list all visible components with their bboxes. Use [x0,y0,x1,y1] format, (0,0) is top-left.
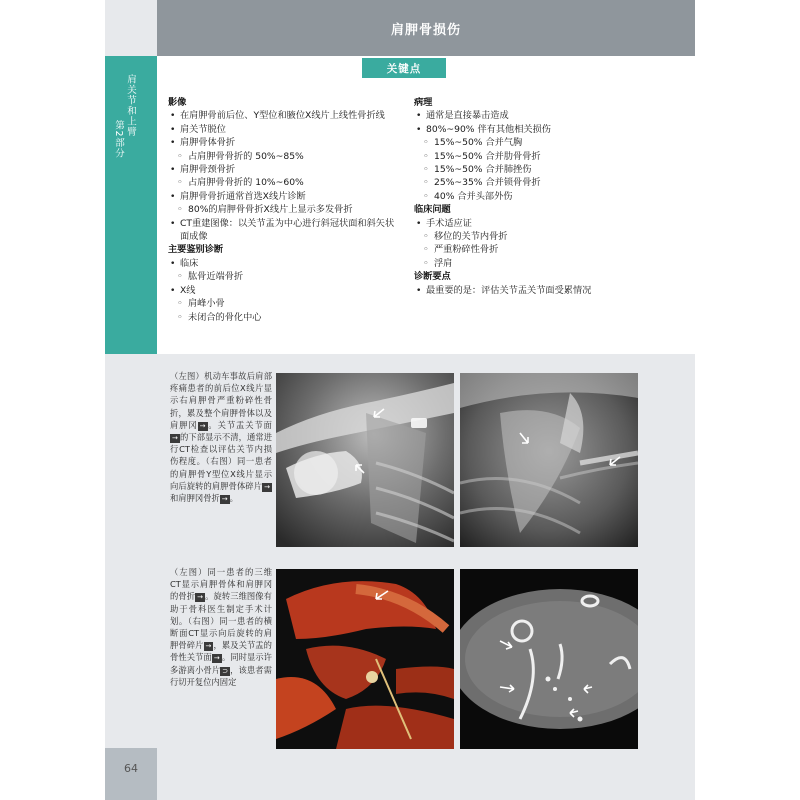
sub-bullet-item: ◦ 严重粉碎性骨折 [414,243,644,256]
sub-bullet-item: ◦ 80%的肩胛骨骨折X线片上显示多发骨折 [168,203,396,216]
sub-bullet-item: ◦ 25%~35% 合并锁骨骨折 [414,176,644,189]
sub-bullet-item: ◦ 15%~50% 合并肋骨骨折 [414,150,644,163]
caption-text: 和肩胛冈骨折 [170,493,220,504]
section-heading: 主要鉴别诊断 [168,244,224,256]
bullet-item: • 肩关节脱位 [168,123,396,136]
sub-bullet-item: ◦ 占肩胛骨骨折的 10%~60% [168,176,396,189]
arrow-marker-icon: → [264,482,270,491]
sub-bullet-item: ◦ 占肩胛骨骨折的 50%~85% [168,150,396,163]
arrow-marker-icon: → [197,593,203,602]
section-heading: 诊断要点 [414,271,451,283]
arrow-marker-icon: → [221,495,228,504]
arrow-marker-icon: → [172,434,178,443]
key-points-left-column [168,96,396,324]
bullet-item: • 肩胛骨体骨折 [168,136,396,149]
section-heading: 病理 [414,97,433,108]
arrow-marker-icon: → [213,654,220,663]
caption-text: 。旋转三维图像有助于骨科医生制定手术计划。（右图）同一患者的横断面CT显示向后旋转的肩胛骨碎片 [170,591,272,651]
caption-text: （左图）同一患者的三维CT显示肩胛骨体和肩胛冈的骨折 [170,567,272,602]
caption-text: ，该患者需行切开复位内固定 [170,664,272,687]
sidebar-part-label: 第2部分 [113,120,124,159]
bullet-item: • 肩胛骨骨折通常首选X线片诊断 [168,190,396,203]
caption-text: ，累及关节盂的骨性关节面 [170,640,272,663]
page-title: 肩胛骨损伤 [157,0,695,56]
sub-bullet-item: ◦ 浮肩 [414,257,644,270]
bullet-item: • 临床 [168,257,396,270]
section-sidebar [105,56,157,354]
figure1-caption [170,370,272,504]
caption-text: 。 [229,493,238,504]
bullet-item: • 手术适应证 [414,217,644,230]
figure2-caption [170,566,272,688]
sub-bullet-item: ◦ 肩峰小骨 [168,297,396,310]
caption-text: 的下部显示不清，通常进行CT检查以评估关节内损伤程度。（右图）同一患者的肩胛骨Y型位X线片显示向后旋转的肩胛骨体碎片 [170,432,272,491]
xray-ap-shoulder-image [276,373,454,547]
caption-text: （左图）机动车事故后肩部疼痛患者的前后位X线片显示右肩胛骨严重粉碎性骨折，累及整个肩胛骨体以及肩胛冈 [170,371,272,430]
sub-bullet-item: ◦ 未闭合的骨化中心 [168,311,396,324]
arrow-marker-icon: → [205,642,212,651]
key-points-right-column [414,96,644,297]
bullet-item: • 最重要的是：评估关节盂关节面受累情况 [414,284,644,297]
sub-bullet-item: ◦ 肱骨近端骨折 [168,270,396,283]
caption-text: 。关节盂关节面 [207,419,272,430]
caption-text: 。同时显示许多游离小骨片 [170,652,272,675]
section-heading: 临床问题 [414,204,451,216]
key-points-badge: 关键点 [362,58,446,78]
sidebar-section-label: 肩关节和上臂 [125,74,136,137]
bullet-item: • X线 [168,284,396,297]
section-heading: 影像 [168,97,187,108]
arrow-marker-icon: → [199,421,206,430]
sub-bullet-item: ◦ 40% 合并头部外伤 [414,190,644,203]
bullet-item: • 肩胛骨颈骨折 [168,163,396,176]
xray-y-view-image [460,373,638,547]
sub-bullet-item: ◦ 移位的关节内骨折 [414,230,644,243]
sub-bullet-item: ◦ 15%~50% 合并肺挫伤 [414,163,644,176]
bullet-item: • CT重建图像：以关节盂为中心进行斜冠状面和斜矢状面成像 [168,217,396,244]
page-number: 64 [124,762,138,775]
ct-3d-reconstruction-image [276,569,454,749]
bullet-item: • 通常是直接暴击造成 [414,109,644,122]
sub-bullet-item: ◦ 15%~50% 合并气胸 [414,136,644,149]
ct-axial-image [460,569,638,749]
bullet-item: • 在肩胛骨前后位、Y型位和腋位X线片上线性骨折线 [168,109,396,122]
bullet-item: • 80%~90% 伴有其他相关损伤 [414,123,644,136]
arrow-marker-icon: ⊃ [222,666,229,675]
